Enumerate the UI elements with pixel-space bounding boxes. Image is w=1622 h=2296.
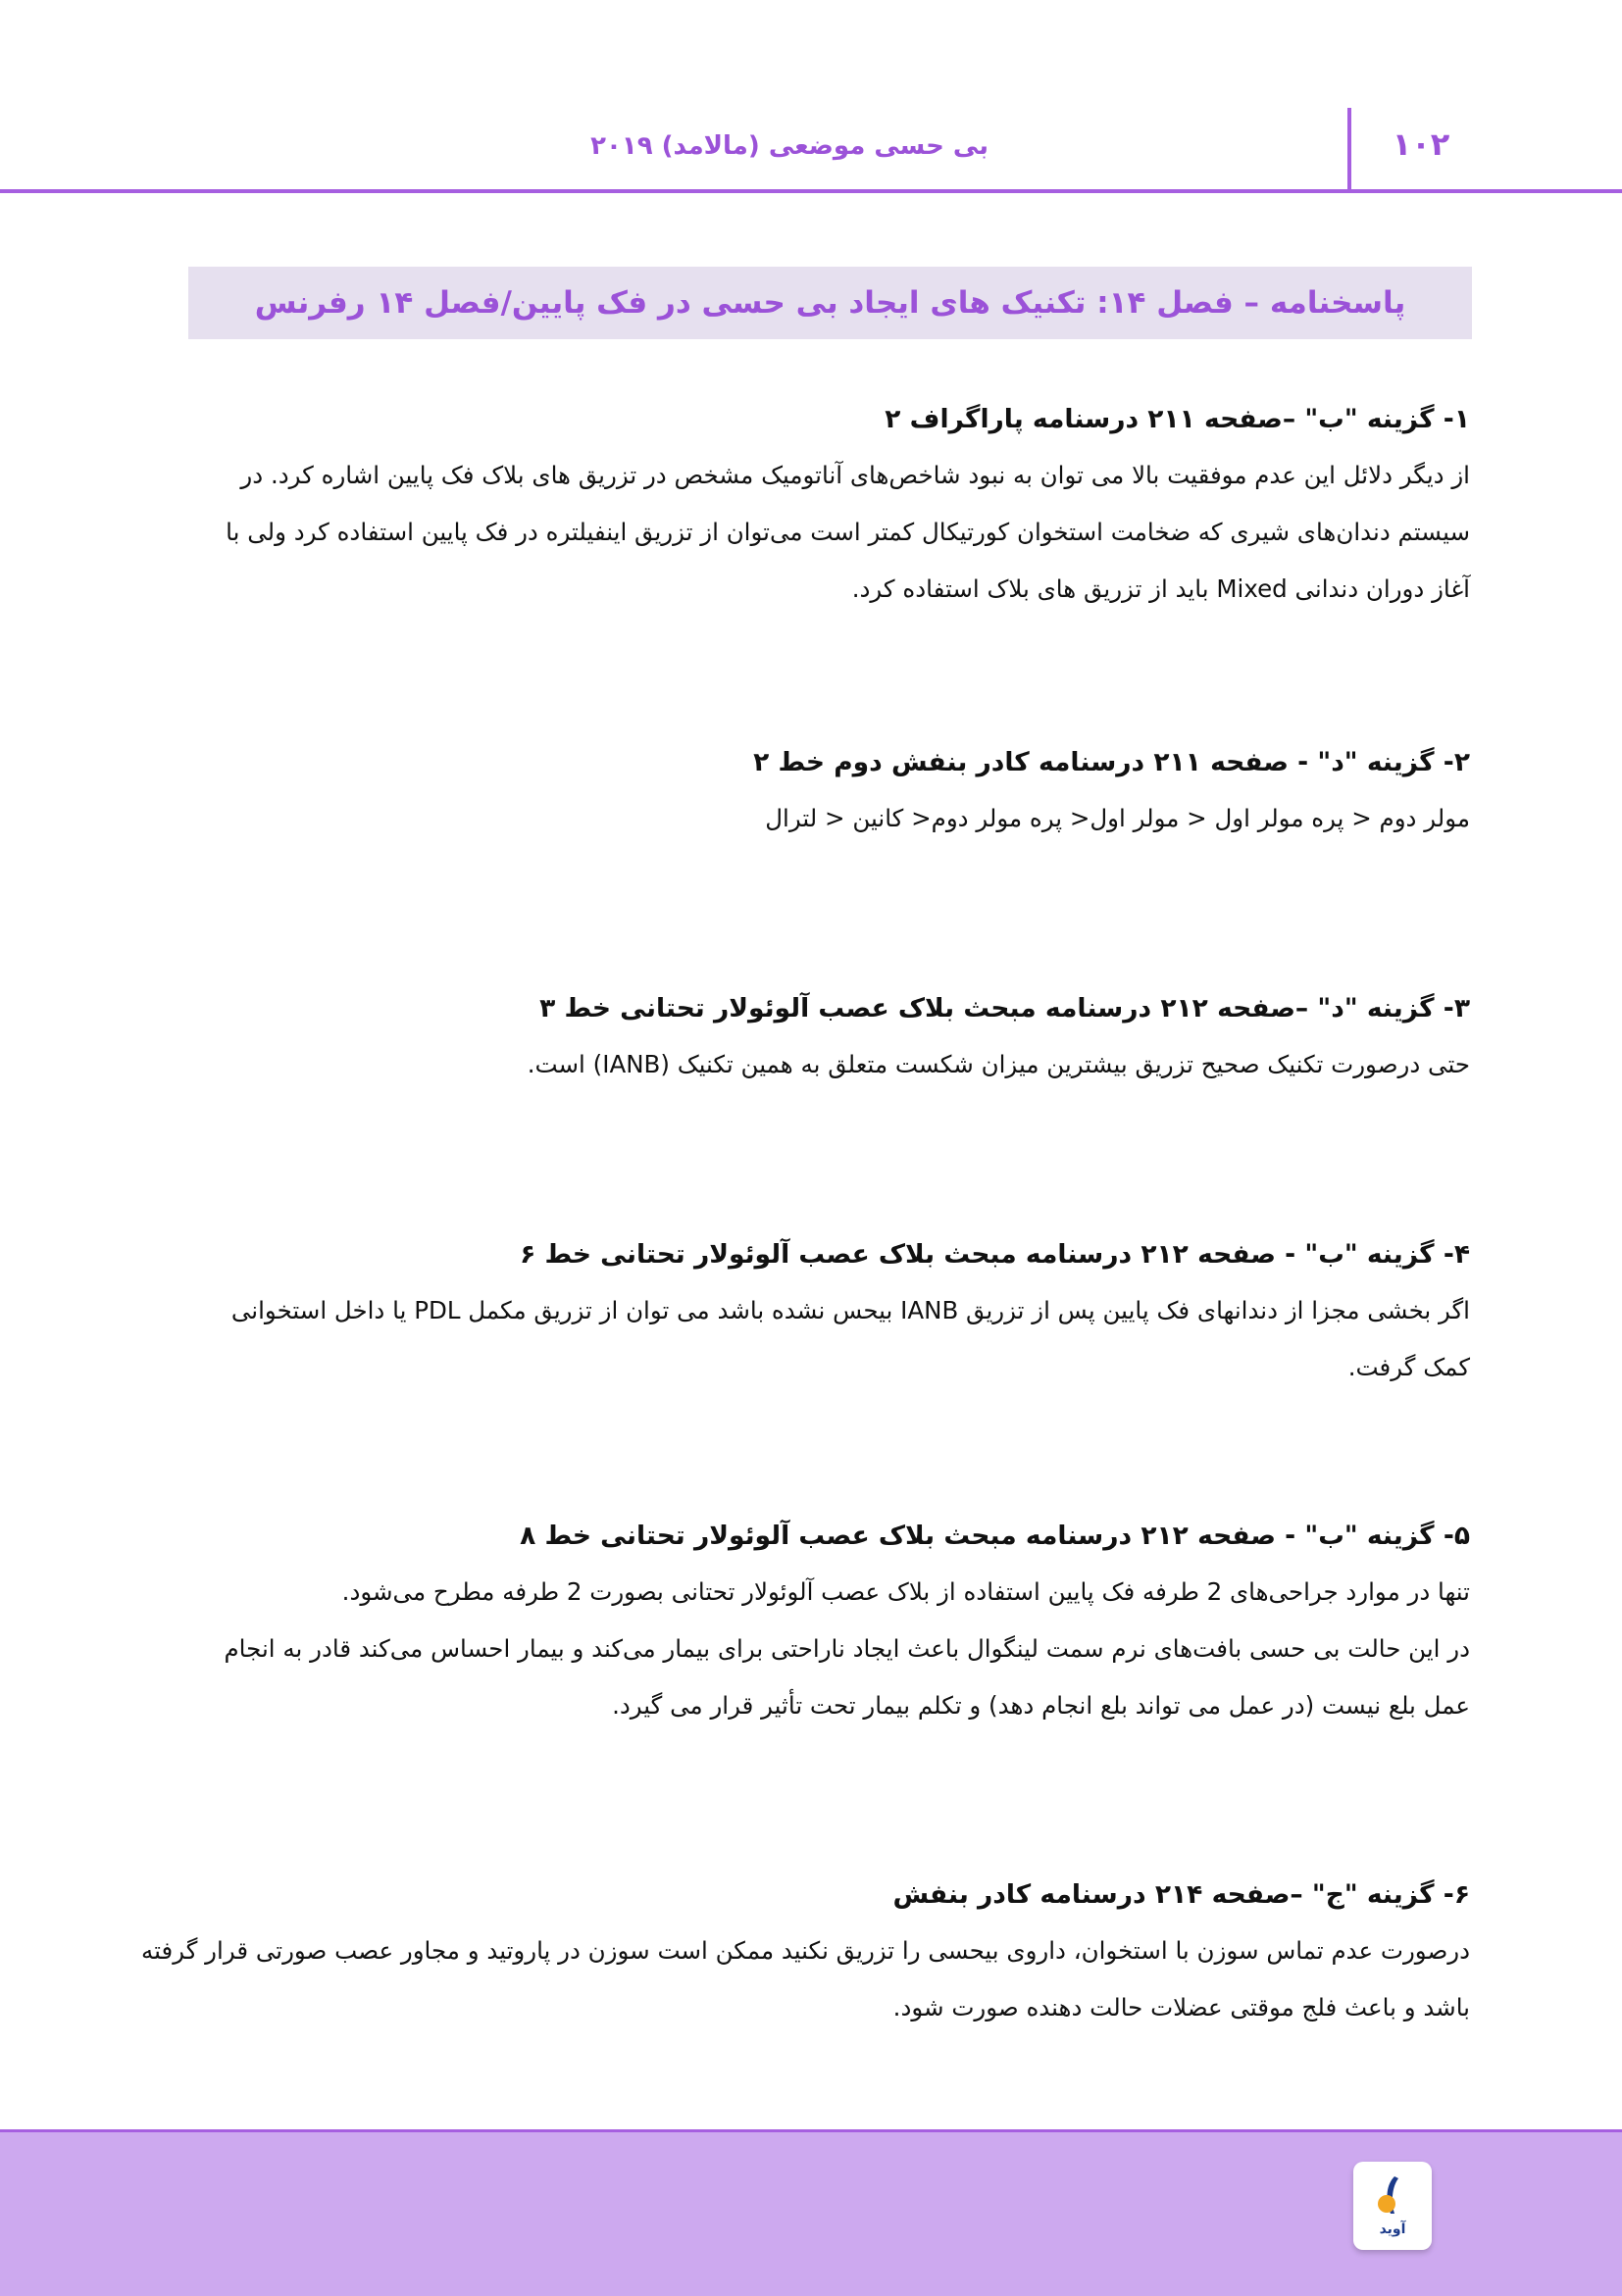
answer-item bbox=[193, 392, 1470, 618]
publisher-logo bbox=[1353, 2162, 1432, 2250]
answer-text-line: آغاز دوران دندانی Mixed باید از تزریق های بلاک استفاده کرد. bbox=[851, 574, 1470, 603]
answer-text-line: در این حالت بی حسی بافت‌های نرم سمت لینگوال باعث ایجاد ناراحتی برای بیمار می‌کند و بیمار احساس می‌کند قادر به انجام bbox=[224, 1634, 1470, 1663]
answer-text-line: عمل بلع نیست (در عمل می تواند بلع انجام دهد) و تکلم بیمار تحت تأثیر قرار می گیرد. bbox=[612, 1691, 1470, 1720]
answer-text-line: کمک گرفت. bbox=[1347, 1353, 1470, 1381]
answer-text-line: مولر دوم < پره مولر اول < مولر اول< پره مولر دوم< کانین < لترال bbox=[765, 804, 1470, 832]
answer-item bbox=[193, 1227, 1470, 1396]
answer-text-line: درصورت عدم تماس سوزن با استخوان، داروی بیحسی را تزریق نکنید ممکن است سوزن در پاروتید و مجاور عصب صورتی قرار گرفته bbox=[140, 1936, 1470, 1965]
answer-text-line: باشد و باعث فلج موقتی عضلات حالت دهنده صورت شود. bbox=[892, 1993, 1470, 2021]
answer-item bbox=[193, 981, 1470, 1093]
answer-text-line: حتی درصورت تکنیک صحیح تزریق بیشترین میزان شکست متعلق به همین تکنیک (IANB) است. bbox=[527, 1050, 1470, 1078]
book-title: بی حسی موضعی (مالامد) ۲۰۱۹ bbox=[590, 131, 988, 161]
answer-heading: ۶- گزینه "ج" –صفحه ۲۱۴ درسنامه کادر بنفش bbox=[892, 1879, 1470, 1910]
answer-item bbox=[140, 1868, 1470, 2036]
avid-logo-icon bbox=[1373, 2174, 1412, 2220]
answer-heading: ۴- گزینه "ب" - صفحه ۲۱۲ درسنامه مبحث بلاک عصب آلوئولار تحتانی خط ۶ bbox=[520, 1239, 1470, 1270]
answer-item bbox=[193, 1509, 1470, 1734]
answer-text-line: اگر بخشی مجزا از دندانهای فک پایین پس از تزریق IANB بیحس نشده باشد می توان از تزریق مکمل PDL یا داخل استخوانی bbox=[230, 1296, 1470, 1324]
chapter-title: پاسخنامه – فصل ۱۴: تکنیک های ایجاد بی حسی در فک پایین/فصل ۱۴ رفرنس bbox=[254, 285, 1406, 321]
answer-heading: ۳- گزینه "د" –صفحه ۲۱۲ درسنامه مبحث بلاک عصب آلوئولار تحتانی خط ۳ bbox=[539, 993, 1470, 1023]
answer-heading: ۵- گزینه "ب" - صفحه ۲۱۲ درسنامه مبحث بلاک عصب آلوئولار تحتانی خط ۸ bbox=[520, 1521, 1470, 1551]
answer-text-line: تنها در موارد جراحی‌های 2 طرفه فک پایین استفاده از بلاک عصب آلوئولار تحتانی بصورت 2 طرفه مطرح می‌شود. bbox=[341, 1577, 1470, 1606]
answer-heading: ۱- گزینه "ب" –صفحه ۲۱۱ درسنامه پاراگراف ۲ bbox=[885, 404, 1470, 434]
page-number: ۱۰۲ bbox=[1392, 125, 1450, 163]
header-vertical-divider bbox=[1347, 108, 1351, 190]
answer-list bbox=[140, 380, 1470, 2036]
answer-text-line: سیستم دندان‌های شیری که ضخامت استخوان کورتیکال کمتر است می‌توان از تزریق اینفیلتره در فک پایین استفاده کرد ولی با bbox=[226, 518, 1470, 546]
answer-item bbox=[193, 735, 1470, 847]
header-divider-line bbox=[0, 189, 1622, 193]
logo-wordmark: آوید bbox=[1379, 2221, 1406, 2237]
chapter-title-box bbox=[188, 267, 1472, 339]
answer-heading: ۲- گزینه "د" - صفحه ۲۱۱ درسنامه کادر بنفش دوم خط ۲ bbox=[753, 747, 1470, 777]
answer-text-line: از دیگر دلائل این عدم موفقیت بالا می توان به نبود شاخص‌های آناتومیک مشخص در تزریق های بلاک فک پایین اشاره کرد. در bbox=[240, 461, 1470, 489]
